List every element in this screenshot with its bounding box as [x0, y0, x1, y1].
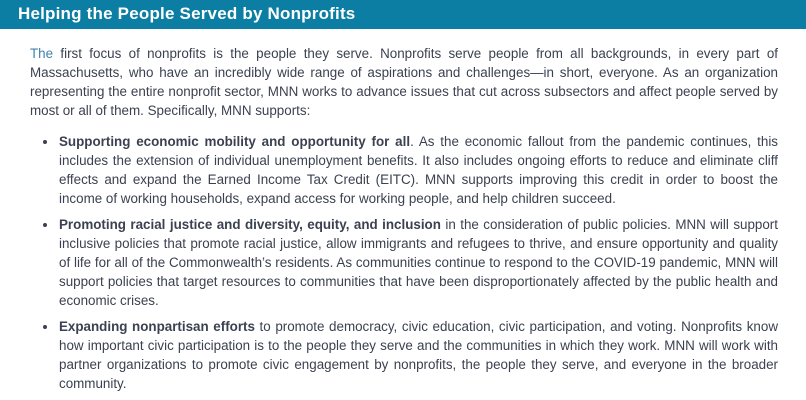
- list-item-economic-mobility: [58, 132, 778, 208]
- bullet-lead-text: Promoting racial justice and diversity, equity, and inclusion: [59, 217, 441, 232]
- list-item-racial-justice: [58, 215, 778, 310]
- bullet-body-text: . As the economic fallout from the pandemic continues, this includes the extension of individual unemployment benefits. It also includes ongoing efforts to reduce and eliminate cliff effects and expand the Earned Income Tax Credit (EITC). MNN supports improving this credit in order to boost the income of working households, expand access for working people, and help children succeed.: [59, 134, 779, 206]
- bullet-body-text: in the consideration of public policies. MNN will support inclusive policies that promote racial justice, allow immigrants and refugees to thrive, and ensure opportunity and quality of life for all of the Commonwealth’s residents. As communities continue to respond to the COVID-19 pandemic, MNN will support policies that target resources to communities that have been disproportionately affected by the public health and economic crises.: [59, 217, 778, 308]
- intro-paragraph: [30, 44, 778, 120]
- bullet-body-text: to promote democracy, civic education, civic participation, and voting. Nonprofits know how important civic participation is to the people they serve and the communities in which they work. MNN will work with partner organizations to promote civic engagement by nonprofits, the people they serve, and everyone in the broader community.: [59, 319, 778, 391]
- section-header-bar: [0, 0, 806, 29]
- section-title: Helping the People Served by Nonprofits: [18, 4, 356, 23]
- intro-lead-word: The: [30, 46, 54, 61]
- supports-list: [30, 132, 778, 393]
- list-item-nonpartisan-efforts: [58, 317, 778, 393]
- document-body: [30, 29, 778, 393]
- bullet-lead-text: Expanding nonpartisan efforts: [59, 319, 255, 334]
- bullet-lead-text: Supporting economic mobility and opportunity for all: [59, 134, 411, 149]
- intro-paragraph-text: first focus of nonprofits is the people they serve. Nonprofits serve people from all backgrounds, in every part of Massachusetts, who have an incredibly wide range of aspirations and challenges—in short, everyone. As an organization representing the entire nonprofit sector, MNN works to advance issues that cut across subsectors and affect people served by most or all of them. Specifically, MNN supports:: [30, 46, 778, 118]
